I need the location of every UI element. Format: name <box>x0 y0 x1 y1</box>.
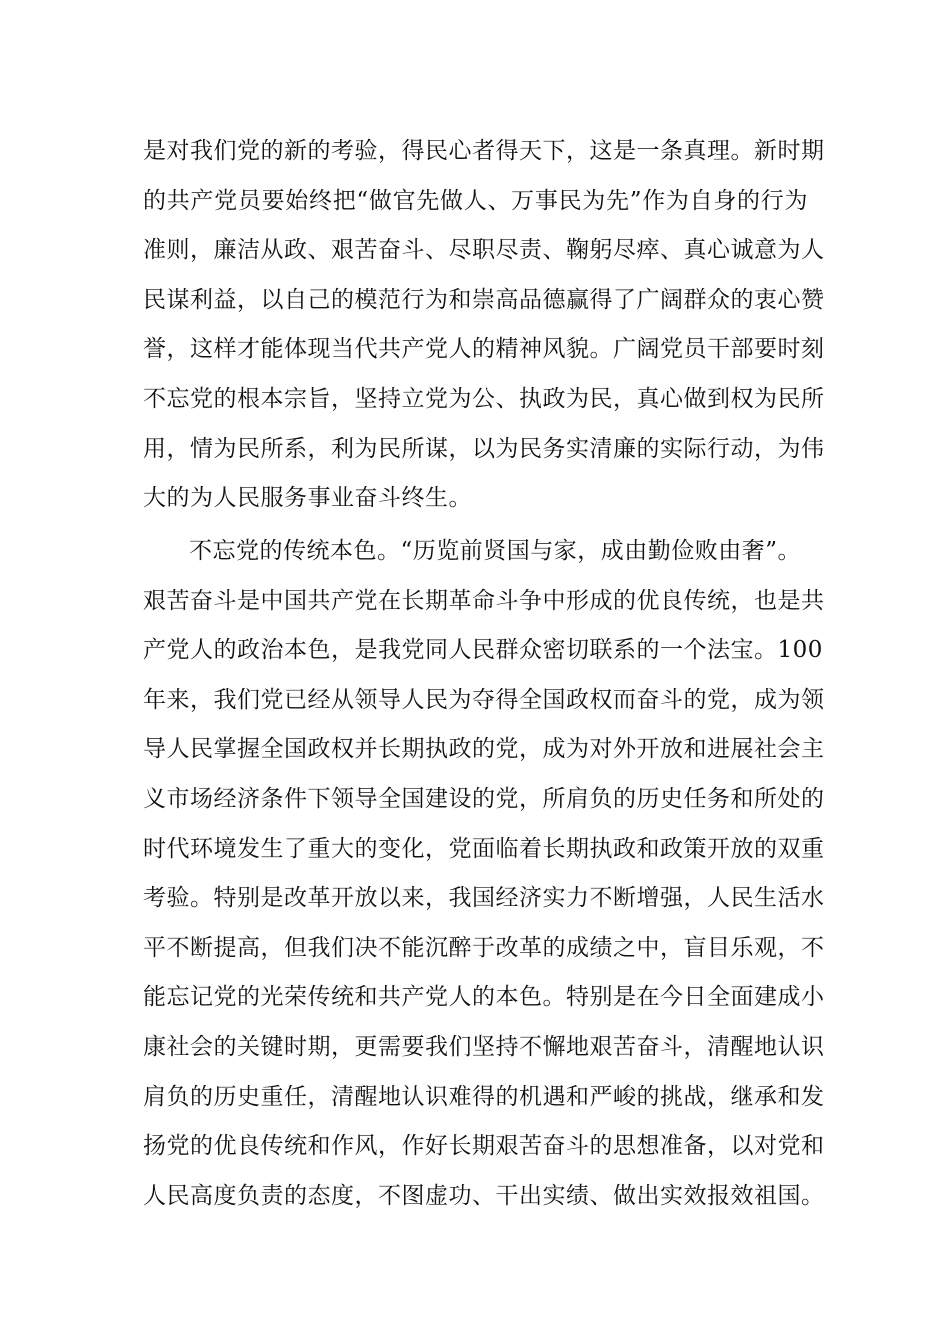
text-line: 年来，我们党已经从领导人民为夺得全国政权而奋斗的党，成为领 <box>143 686 825 713</box>
text-line: 产党人的政治本色，是我党同人民群众密切联系的一个法宝。100 <box>143 637 823 664</box>
text-line: 义市场经济条件下领导全国建设的党，所肩负的历史任务和所处的 <box>143 785 825 812</box>
text-line: 准则，廉洁从政、艰苦奋斗、尽职尽责、鞠躬尽瘁、真心诚意为人 <box>143 237 825 264</box>
text-line: 能忘记党的光荣传统和共产党人的本色。特别是在今日全面建成小 <box>143 984 825 1011</box>
text-line: 艰苦奋斗是中国共产党在长期革命斗争中形成的优良传统，也是共 <box>143 587 825 614</box>
text-line: 是对我们党的新的考验，得民心者得天下，这是一条真理。新时期 <box>143 138 825 164</box>
text-line: 肩负的历史重任，清醒地认识难得的机遇和严峻的挑战，继承和发 <box>143 1083 825 1110</box>
text-line: 用，情为民所系，利为民所谋，以为民务实清廉的实际行动，为伟 <box>143 435 825 462</box>
text-line: 的共产党员要始终把“做官先做人、万事民为先”作为自身的行为 <box>143 187 808 214</box>
text-line: 导人民掌握全国政权并长期执政的党，成为对外开放和进展社会主 <box>143 736 825 763</box>
text-line: 人民高度负责的态度，不图虚功、干出实绩、做出实效报效祖国。 <box>143 1182 825 1209</box>
text-line: 时代环境发生了重大的变化，党面临着长期执政和政策开放的双重 <box>143 835 825 862</box>
text-line: 不忘党的传统本色。“历览前贤国与家，成由勤俭败由奢”。 <box>189 538 802 564</box>
paragraph-2 <box>143 527 825 1221</box>
text-line: 平不断提高，但我们决不能沉醉于改革的成绩之中，盲目乐观，不 <box>143 934 825 961</box>
text-line: 不忘党的根本宗旨，坚持立党为公、执政为民，真心做到权为民所 <box>143 385 825 412</box>
text-line: 康社会的关键时期，更需要我们坚持不懈地艰苦奋斗，清醒地认识 <box>143 1033 825 1060</box>
text-line: 民谋利益，以自己的模范行为和崇高品德赢得了广阔群众的衷心赞 <box>143 286 825 313</box>
text-line: 大的为人民服务事业奋斗终生。 <box>143 485 472 512</box>
text-line: 誉，这样才能体现当代共产党人的精神风貌。广阔党员干部要时刻 <box>143 336 825 363</box>
paragraph-1 <box>143 127 825 524</box>
text-line: 考验。特别是改革开放以来，我国经济实力不断增强，人民生活水 <box>143 885 825 912</box>
text-line: 扬党的优良传统和作风，作好长期艰苦奋斗的思想准备，以对党和 <box>143 1133 825 1160</box>
